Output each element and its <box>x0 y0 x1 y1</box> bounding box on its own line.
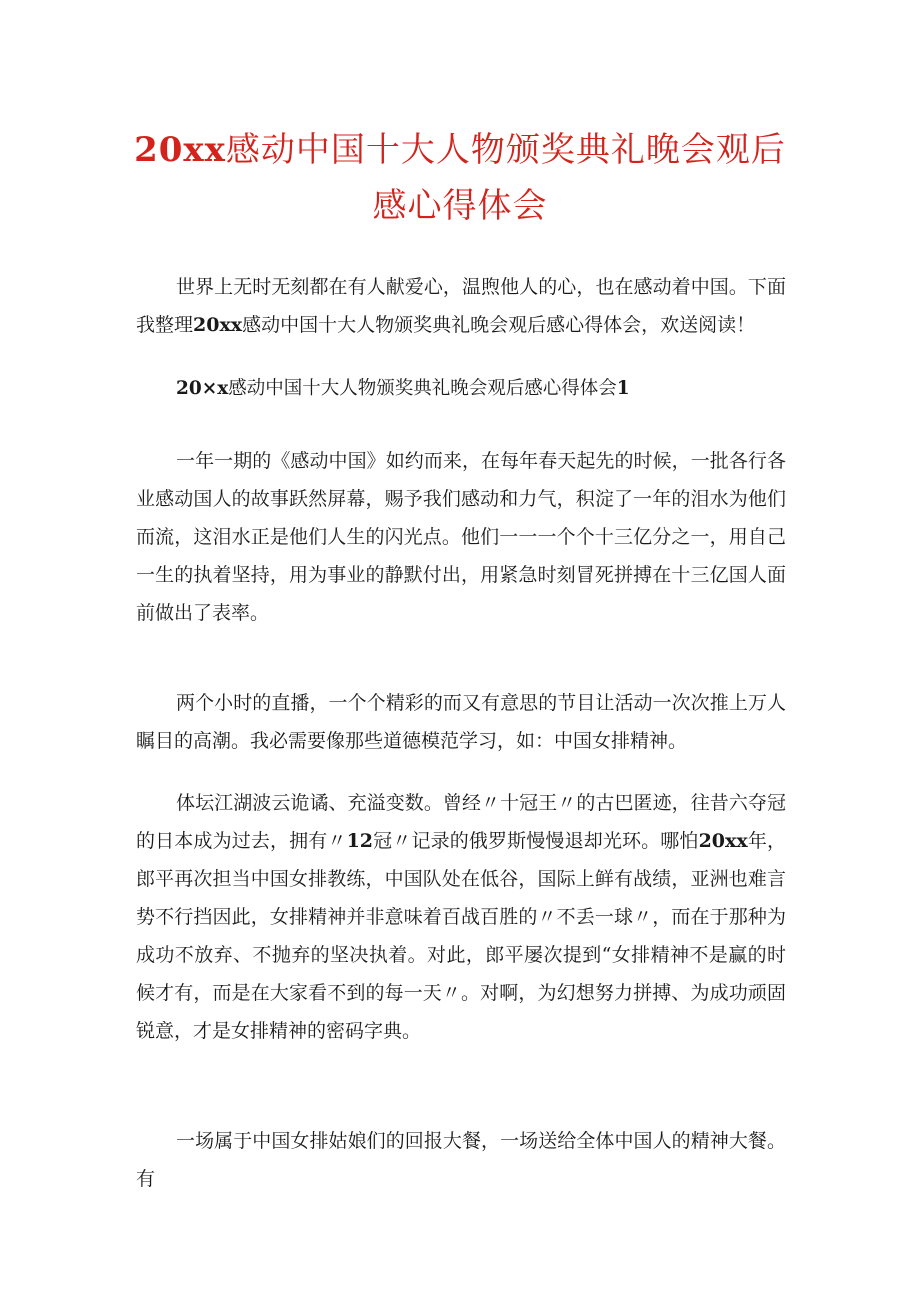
paragraph-3-text-a: 体坛江湖波云诡谲、充溢变数。曾经〃十冠王〃的古巴匿迹，往昔六夺冠的日本成为过去，拥有〃 <box>136 792 786 852</box>
intro-text-1: 世界上无时无刻都在有人献爱心，温煦他人的心，也在感动着中国。下面我整理 <box>136 276 786 336</box>
intro-year: 20xx <box>193 314 243 336</box>
intro-text-2: 感动中国十大人物颁奖典礼晚会观后感心得体会，欢送阅读！ <box>242 314 756 336</box>
paragraph-4: 一场属于中国女排姑娘们的回报大餐，一场送给全体中国人的精神大餐。有 <box>136 1130 786 1190</box>
paragraph-3-number: 12 <box>346 830 374 852</box>
paragraph-3-text-c: 冠〃记录的俄罗斯慢慢退却光环。哪怕 <box>373 830 699 852</box>
paragraph-3-text-e: 年，郎平再次担当中国女排教练，中国队处在低谷，国际上鲜有战绩，亚洲也难言势不行挡因此，女排精神并非意味着百战百胜的〃不丢一球〃，而在于那种为成功不放弃、不抛弃的坚决执着。对此，郎平屡次提到“女排精神不是赢的时候才有，而是在大家看不到的每一天〃。对啊，为幻想努力拼搏、为成功顽固锐意，才是女排精神的密码字典。 <box>136 830 786 1042</box>
title-text: 感动中国十大人物颁奖典礼晚会观后 <box>225 130 786 170</box>
document-title-line1 <box>120 122 800 178</box>
paragraph-3-year: 20xx <box>698 830 748 852</box>
section-heading-text: 感动中国十大人物颁奖典礼晚会观后感心得体会 <box>228 378 617 399</box>
paragraph-2: 两个小时的直播，一个个精彩的而又有意思的节目让活动一次次推上万人瞩目的高潮。我必需要像那些道德模范学习，如：中国女排精神。 <box>136 692 786 752</box>
paragraph-3 <box>136 784 786 1050</box>
section-heading-number: 1 <box>616 378 630 399</box>
paragraph-1: 一年一期的《感动中国》如约而来，在每年春天起先的时候，一批各行各业感动国人的故事跃然屏幕，赐予我们感动和力气，积淀了一年的泪水为他们而流，这泪水正是他们人生的闪光点。他们一一一个个十三亿分之一，用自己一生的执着坚持，用为事业的静默付出，用紧急时刻冒死拼搏在十三亿国人面前做出了表率。 <box>136 450 786 624</box>
intro-paragraph <box>136 268 786 344</box>
section-heading <box>136 370 786 408</box>
section-heading-year: 20×x <box>176 378 229 399</box>
document-title-line2: 感心得体会 <box>372 186 548 226</box>
title-year: 20xx <box>134 130 226 170</box>
